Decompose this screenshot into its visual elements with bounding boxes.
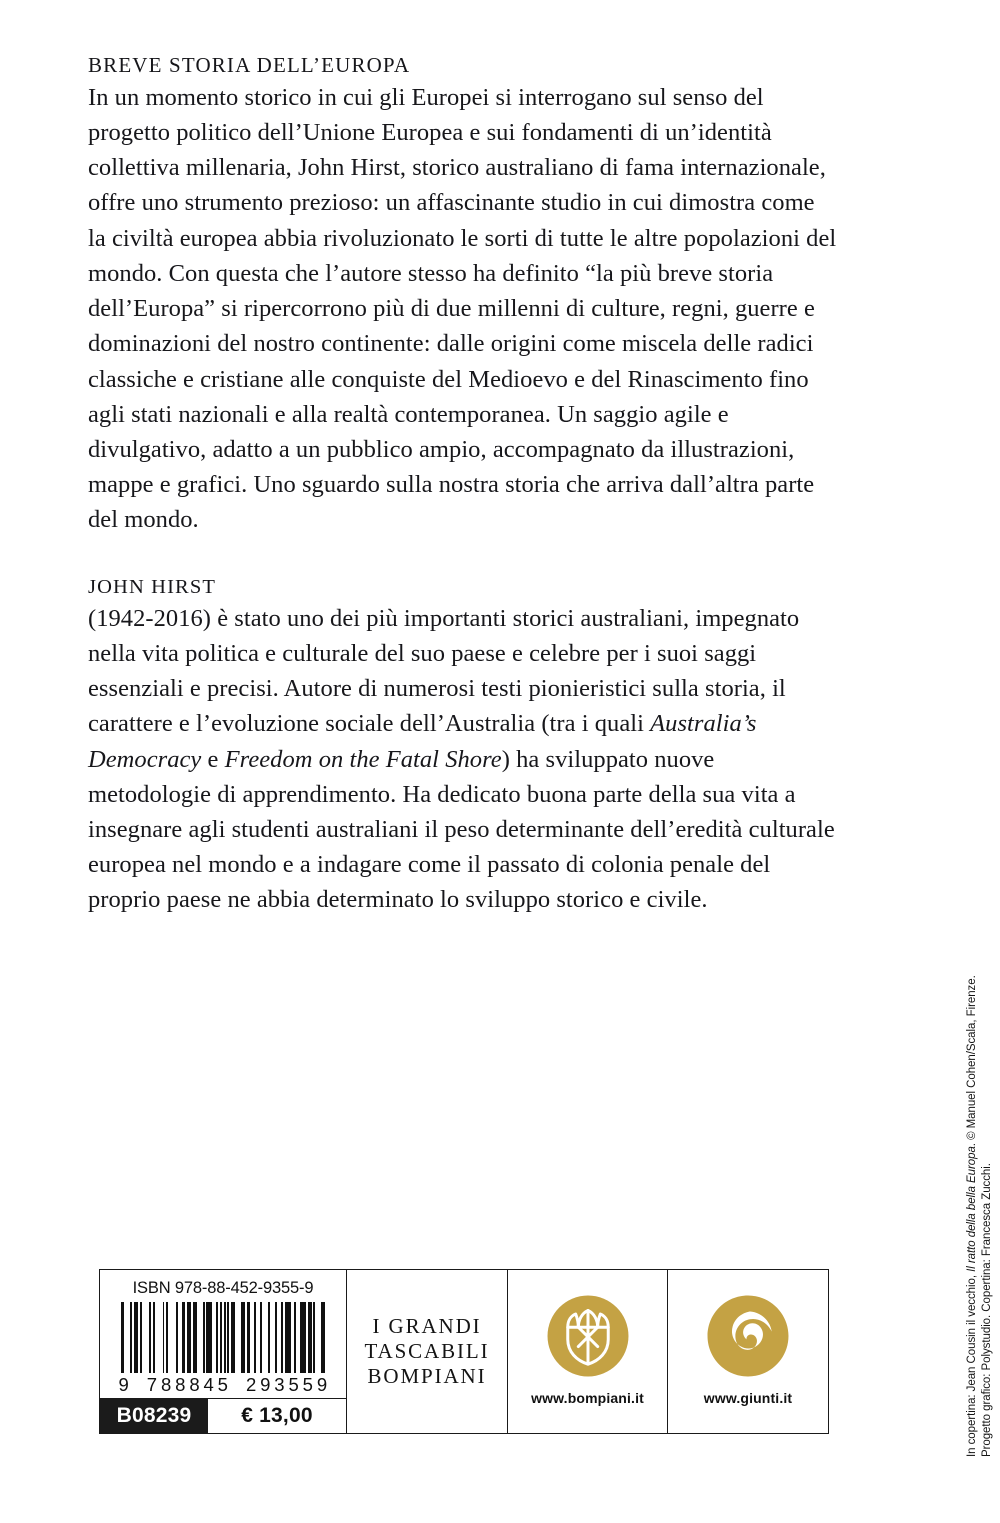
internal-code-badge: B08239 <box>100 1399 208 1433</box>
barcode-digit: 8 <box>175 1374 186 1395</box>
cover-artwork-title: Il ratto della bella Europa <box>966 1146 978 1272</box>
imprint-line-3: BOMPIANI <box>367 1363 487 1388</box>
barcode-digit: 4 <box>203 1374 215 1395</box>
back-cover-text-column <box>88 52 838 918</box>
imprint-cell <box>347 1270 508 1433</box>
author-bio-text-part-2: ) ha sviluppato nuove metodologie di apprendimento. Ha dedicato buona parte della sua vita a insegnare agli studenti australiani il peso determinante dell’eredità culturale europea nel mondo e a indagare come il passato di colonia penale del proprio paese ne abbia determinato lo sviluppo storico e civile. <box>88 745 835 914</box>
price-label: € 13,00 <box>241 1404 313 1427</box>
bompiani-logo-cell[interactable] <box>508 1270 668 1433</box>
barcode-digit: 5 <box>302 1374 314 1395</box>
price-row <box>100 1398 346 1433</box>
barcode-bar <box>323 1302 325 1373</box>
author-bio-text-part-1: (1942-2016) è stato uno dei più importanti storici australiani, impegnato nella vita politica e culturale del suo paese e celebre per i suoi saggi essenziali e precisi. Autore di numerosi testi pionieristici sulla storia, il carattere e l’evoluzione sociale dell’Australia (tra i quali <box>88 604 800 738</box>
giunti-logo-cell[interactable] <box>668 1270 828 1433</box>
barcode-digit: 3 <box>274 1374 285 1395</box>
barcode-digit: 7 <box>146 1374 158 1395</box>
ean13-barcode-image <box>121 1302 326 1373</box>
bottom-info-strip <box>99 1269 829 1434</box>
isbn-label: ISBN 978-88-452-9355-9 <box>132 1279 314 1297</box>
work-title-freedom-on-the-fatal-shore: Freedom on the Fatal Shore <box>224 745 502 773</box>
author-name-heading: JOHN HIRST <box>88 575 217 598</box>
barcode-digit-group-1 <box>147 1374 229 1396</box>
book-description-paragraph: In un momento storico in cui gli Europei si interrogano sul senso del progetto politico dell’Unione Europea e sui fondamenti di un’identità collettiva millenaria, John Hirst, storico australiano di fama internazionale, offre uno strumento prezioso: un affascinante studio in cui dimostra come la civiltà europea abbia rivoluzionato le sorti di tutte le altre popolazioni del mondo. Con questa che l’autore stesso ha definito “la più breve storia dell’Europa” si ripercorrono più di due millenni di culture, regni, guerre e dominazioni del nostro continente: dalle origini come miscela delle radici classiche e cristiane alle conquiste del Medioevo e del Rinascimento fino agli stati nazionali e alla realtà contemporanea. Un saggio agile e divulgativo, adatto a un pubblico ampio, accompagnato da illustrazioni, mappe e grafici. Uno sguardo sulla nostra storia che arriva dall’altra parte del mondo. <box>88 83 837 534</box>
bio-conjunction: e <box>201 745 225 773</box>
author-bio-block <box>88 574 838 918</box>
design-credit: Progetto grafico: Polystudio. Copertina: Francesca Zucchi. <box>981 1163 993 1457</box>
author-bio-paragraph <box>88 601 838 918</box>
barcode-digit: 8 <box>160 1374 172 1395</box>
imprint-line-1: I GRANDI <box>372 1314 482 1339</box>
barcode-digit: 2 <box>245 1374 257 1395</box>
cover-credit-suffix: . © Manuel Cohen/Scala, Firenze. <box>966 975 978 1147</box>
barcode-bar <box>168 1302 176 1373</box>
barcode-digit-leading: 9 <box>118 1374 130 1395</box>
barcode-bar <box>155 1302 163 1373</box>
giunti-spiral-icon <box>704 1292 792 1380</box>
imprint-wordmark <box>365 1314 490 1388</box>
barcode-digits <box>118 1374 329 1396</box>
imprint-line-2: TASCABILI <box>364 1339 490 1364</box>
work-title-australias-democracy: Australia’s Democracy <box>88 710 757 773</box>
book-title-heading: BREVE STORIA DELL’EUROPA <box>88 53 411 77</box>
giunti-url-label[interactable]: www.giunti.it <box>703 1389 793 1406</box>
cover-credit-prefix: In copertina: Jean Cousin il vecchio, <box>966 1271 978 1457</box>
vertical-credits-block <box>954 962 994 1462</box>
bompiani-shield-icon <box>544 1292 632 1380</box>
barcode-cell <box>100 1270 347 1433</box>
barcode-digit: 8 <box>189 1374 200 1395</box>
barcode-digit: 5 <box>288 1374 300 1395</box>
barcode-digit: 9 <box>316 1374 328 1395</box>
barcode-area <box>100 1270 346 1398</box>
cover-artwork-credit <box>966 975 978 1457</box>
barcode-digit: 9 <box>260 1374 271 1395</box>
barcode-digit-group-2 <box>246 1374 328 1396</box>
barcode-digit: 5 <box>217 1374 229 1395</box>
barcode-bar <box>142 1302 150 1373</box>
bompiani-url-label[interactable]: www.bompiani.it <box>531 1389 644 1406</box>
